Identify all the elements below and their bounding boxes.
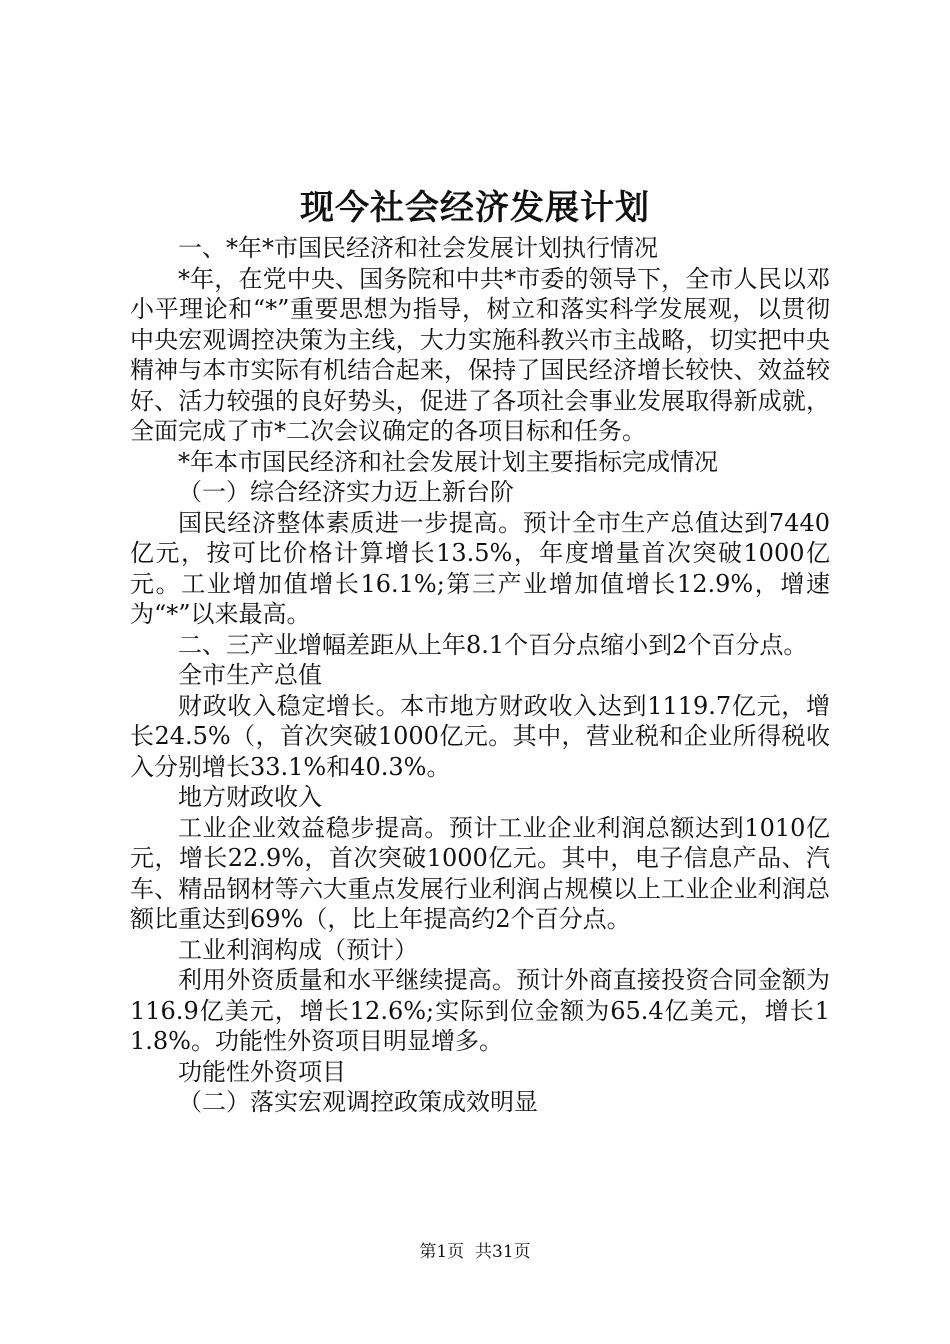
body-paragraph: *年，在党中央、国务院和中共*市委的领导下，全市人民以邓小平理论和“*”重要思想为指导，树立和落实科学发展观，以贯彻中央宏观调控决策为主线，大力实施科教兴市主战略，切实把中央精神与本市实际有机结合起来，保持了国民经济增长较快、效益较好、活力较强的良好势头，促进了各项社会事业发展取得新成就，全面完成了市*二次会议确定的各项目标和任务。 — [130, 264, 830, 445]
subsection-heading: （二）落实宏观调控政策成效明显 — [178, 1088, 538, 1116]
subsection-heading: （一）综合经济实力迈上新台阶 — [178, 478, 514, 506]
figure-caption: 全市生产总值 — [178, 661, 322, 689]
document-title: 现今社会经济发展计划 — [300, 188, 650, 228]
page-total: 共31页 — [475, 1242, 531, 1262]
subheading: *年本市国民经济和社会发展计划主要指标完成情况 — [178, 447, 718, 476]
section-heading: 一、*年*市国民经济和社会发展计划执行情况 — [178, 234, 658, 262]
figure-caption: 工业利润构成（预计） — [178, 935, 418, 964]
document-body — [130, 233, 830, 1118]
page-number: 第1页 — [419, 1242, 465, 1262]
body-paragraph: 财政收入稳定增长。本市地方财政收入达到1119.7亿元，增长24.5%（，首次突破1000亿元。其中，营业税和企业所得税收入分别增长33.1%和40.3%。 — [130, 691, 830, 781]
body-paragraph: 二、三产业增幅差距从上年8.1个百分点缩小到2个百分点。 — [178, 630, 808, 659]
body-paragraph: 工业企业效益稳步提高。预计工业企业利润总额达到1010亿元，增长22.9%，首次突破1000亿元。其中，电子信息产品、汽车、精品钢材等六大重点发展行业利润占规模以上工业企业利润总额比重达到69%（，比上年提高约2个百分点。 — [130, 813, 830, 933]
page-footer — [0, 1240, 950, 1264]
body-paragraph: 国民经济整体素质进一步提高。预计全市生产总值达到7440亿元，按可比价格计算增长13.5%，年度增量首次突破1000亿元。工业增加值增长16.1%;第三产业增加值增长12.9%，增速为“*”以来最高。 — [130, 508, 830, 628]
body-paragraph: 利用外资质量和水平继续提高。预计外商直接投资合同金额为116.9亿美元，增长12.6%;实际到位金额为65.4亿美元，增长11.8%。功能性外资项目明显增多。 — [130, 966, 830, 1055]
figure-caption: 功能性外资项目 — [178, 1057, 346, 1086]
figure-caption: 地方财政收入 — [178, 783, 322, 811]
